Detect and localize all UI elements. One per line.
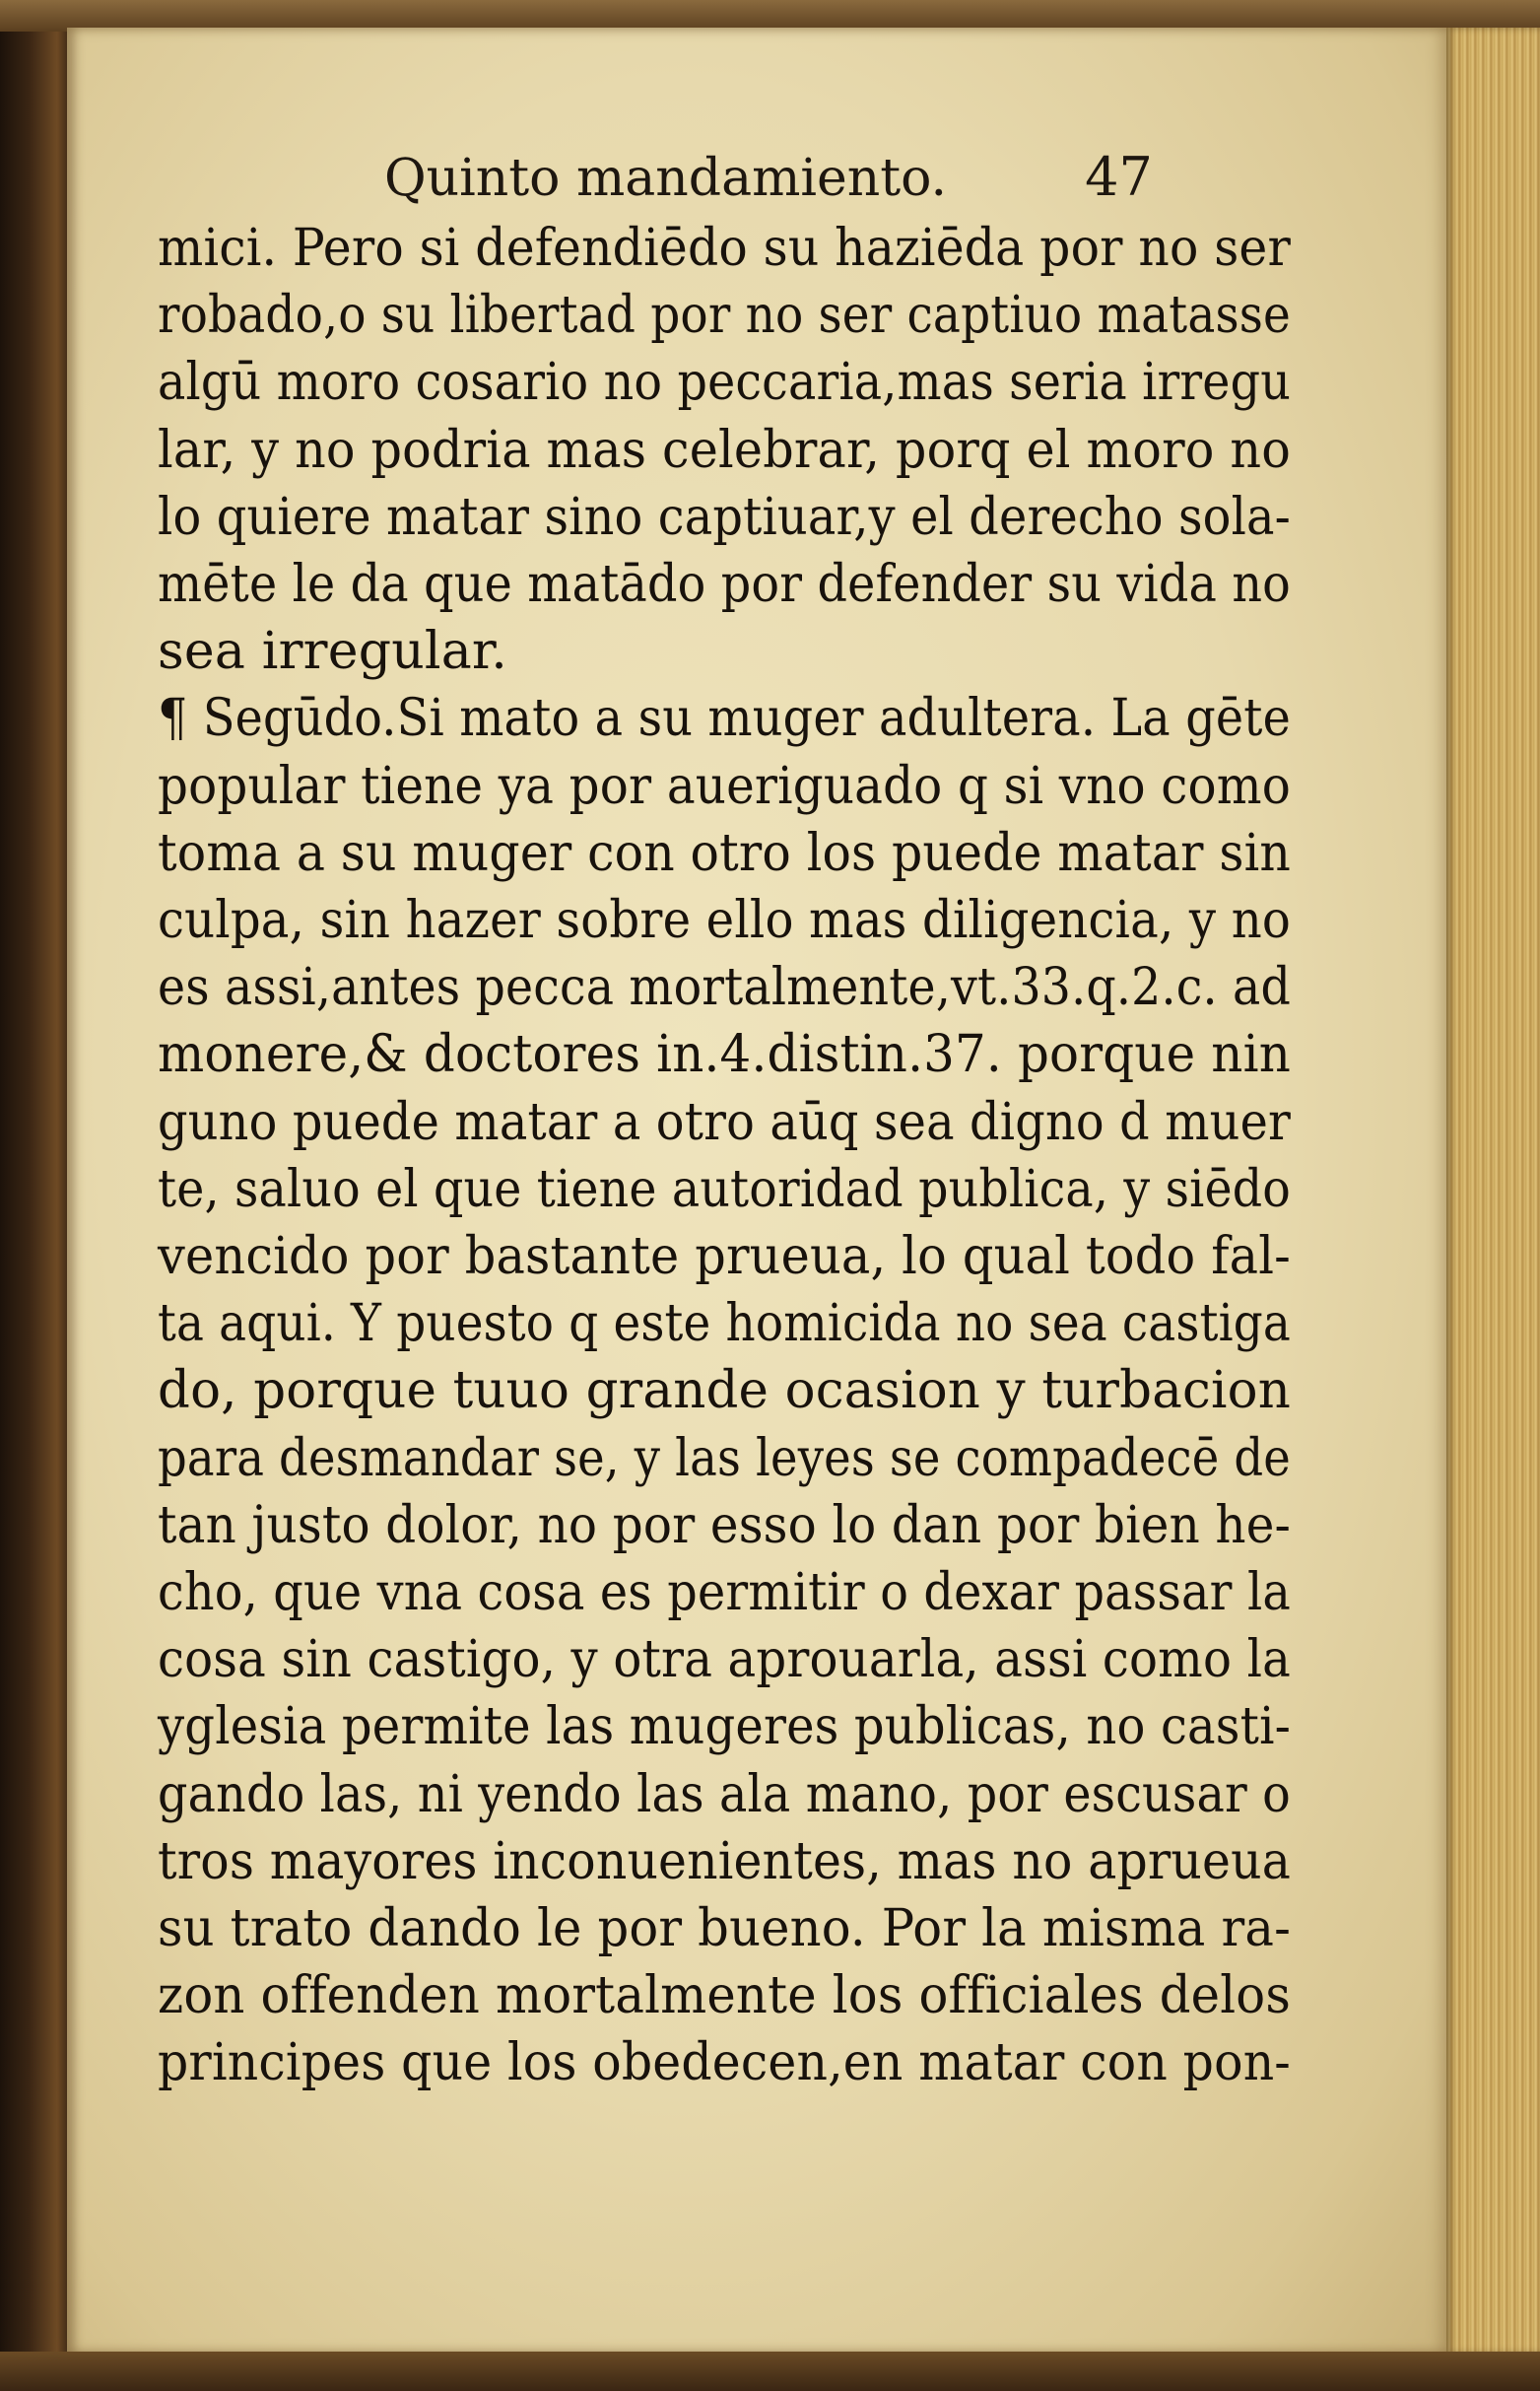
text-line: su trato dando le por bueno. Por la misma ra- [158, 1899, 1291, 1959]
text-line: cho, que vna cosa es permitir o dexar passar la [158, 1563, 1291, 1623]
text-line: robado,o su libertad por no ser captiuo matasse [158, 286, 1291, 346]
text-line: algū moro cosario no peccaria,mas seria irregu [158, 353, 1291, 413]
book-bottom-edge [0, 2352, 1540, 2391]
text-line: popular tiene ya por aueriguado q si vno como [158, 756, 1291, 816]
text-line: lar, y no podria mas celebrar, porq el moro no [158, 420, 1291, 480]
text-block [158, 215, 1291, 2097]
text-line: cosa sin castigo, y otra aprouarla, assi como la [158, 1630, 1291, 1690]
text-line: ¶ Segūdo.Si mato a su muger adultera. La gēte [158, 689, 1291, 749]
text-line: sea irregular. [158, 622, 507, 682]
page-edges-strip [1446, 28, 1540, 2354]
text-line: mici. Pero si defendiēdo su haziēda por no ser [158, 219, 1291, 278]
text-line: ta aqui. Y puesto q este homicida no sea castiga [158, 1294, 1291, 1354]
text-line: guno puede matar a otro aūq sea digno d muer [158, 1092, 1291, 1152]
text-line: monere,& doctores in.4.distin.37. porque nin [158, 1025, 1291, 1085]
text-line: lo quiere matar sino captiuar,y el derecho sola- [158, 487, 1291, 547]
text-line: mēte le da que matādo por defender su vida no [158, 555, 1291, 615]
text-line: gando las, ni yendo las ala mano, por escusar o [158, 1764, 1291, 1824]
folio-number: 47 [1085, 146, 1153, 208]
running-header [384, 146, 1271, 225]
text-line: zon offenden mortalmente los officiales delos [158, 1966, 1291, 2026]
text-line: tros mayores inconuenientes, mas no aprueua [158, 1831, 1291, 1891]
text-line: vencido por bastante prueua, lo qual todo fal- [158, 1227, 1291, 1287]
text-line: es assi,antes pecca mortalmente,vt.33.q.2.c. ad [158, 958, 1291, 1018]
text-line: para desmandar se, y las leyes se compadecē de [158, 1428, 1291, 1488]
text-line: toma a su muger con otro los puede matar sin [158, 823, 1291, 883]
running-title: Quinto mandamiento. [384, 149, 948, 208]
text-line: tan justo dolor, no por esso lo dan por bien he- [158, 1495, 1291, 1555]
text-line: te, saluo el que tiene autoridad publica, y siēdo [158, 1159, 1291, 1219]
text-line: do, porque tuuo grande ocasion y turbacion [158, 1361, 1291, 1421]
text-line: yglesia permite las mugeres publicas, no casti- [158, 1697, 1291, 1757]
text-line: principes que los obedecen,en matar con pon- [158, 2033, 1291, 2093]
text-line: culpa, sin hazer sobre ello mas diligencia, y no [158, 891, 1291, 951]
